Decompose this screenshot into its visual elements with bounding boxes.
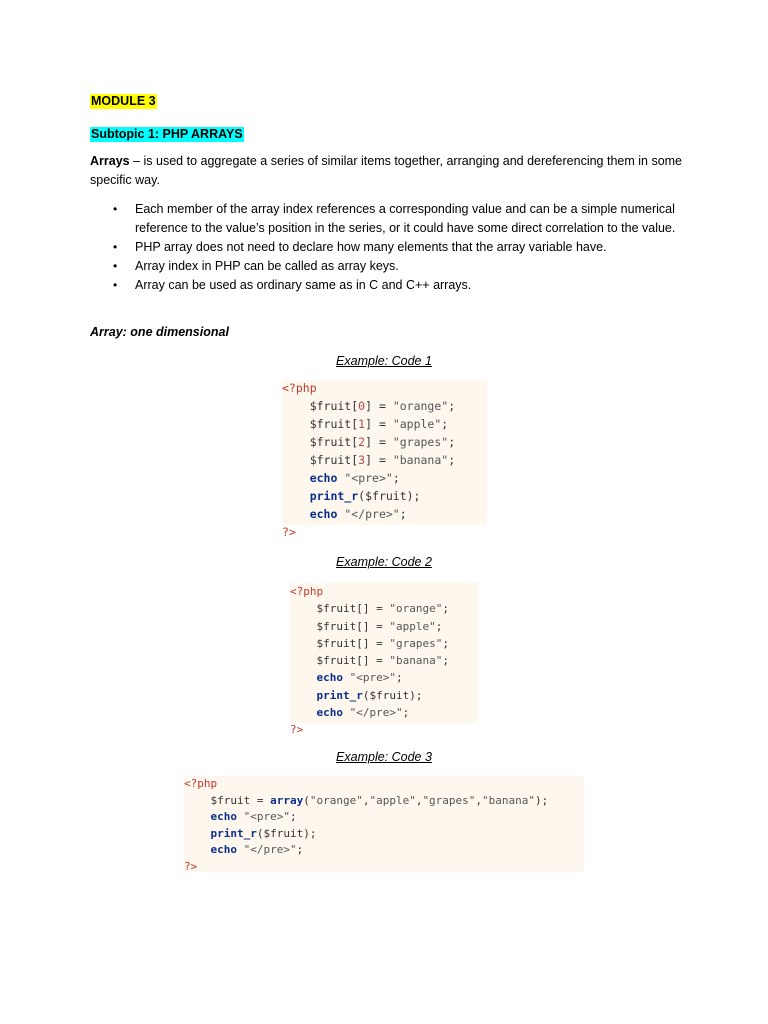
code-line: $fruit[] = "apple"; <box>290 619 443 633</box>
code-block-3 <box>184 776 548 876</box>
example-caption-1: Example: Code 1 <box>336 354 432 368</box>
bullet-icon: • <box>113 278 118 292</box>
intro-paragraph <box>90 152 690 190</box>
example-caption-2: Example: Code 2 <box>336 555 432 569</box>
code-line: print_r($fruit); <box>316 688 423 702</box>
list-item: • Array can be used as ordinary same as in C and C++ arrays. <box>90 276 690 295</box>
intro-term: Arrays <box>90 154 130 168</box>
bullet-list <box>90 200 690 295</box>
list-item: • Each member of the array index references a corresponding value and can be a simple numerical reference to the value’s position in the series, or it could have some direct correlation to the value. <box>113 202 676 235</box>
code-block-2 <box>290 583 449 739</box>
list-item: • PHP array does not need to declare how many elements that the array variable have. <box>90 238 690 257</box>
code-line: <?php <box>184 777 218 790</box>
code-line: $fruit[] = "banana"; <box>290 654 449 668</box>
code-line: $fruit[] = "grapes"; <box>290 636 449 650</box>
code-line: <?php <box>282 381 317 395</box>
bullet-icon: • <box>113 202 118 216</box>
example-caption-3: Example: Code 3 <box>336 750 432 764</box>
code-line: $fruit = array("orange","apple","grapes","banana"); <box>184 793 549 807</box>
code-line: echo "<pre>"; <box>316 671 403 685</box>
code-line: ?> <box>282 525 296 539</box>
code-line: <?php <box>290 585 324 598</box>
code-line: $fruit[0] = "orange"; <box>282 399 456 413</box>
code-line: $fruit[1] = "apple"; <box>282 417 449 431</box>
subtopic-title: Subtopic 1: PHP ARRAYS <box>91 127 243 141</box>
code-line: $fruit[2] = "grapes"; <box>282 435 456 449</box>
code-line: print_r($fruit); <box>210 826 317 840</box>
code-line: print_r($fruit); <box>309 489 421 503</box>
code-line: echo "</pre>"; <box>309 507 407 521</box>
code-line: echo "</pre>"; <box>316 706 410 720</box>
intro-definition: – is used to aggregate a series of similar items together, arranging and dereferencing them in some specific way. <box>90 154 683 187</box>
code-line: $fruit[] = "orange"; <box>290 602 449 616</box>
section-heading: Array: one dimensional <box>90 325 229 339</box>
module-title: MODULE 3 <box>91 94 156 108</box>
bullet-icon: • <box>113 240 118 254</box>
list-item: • Array index in PHP can be called as array keys. <box>90 257 690 276</box>
code-line: $fruit[3] = "banana"; <box>282 453 456 467</box>
code-line: echo "<pre>"; <box>210 810 297 824</box>
code-line: ?> <box>290 723 304 737</box>
code-line: echo "</pre>"; <box>210 843 304 857</box>
code-line: echo "<pre>"; <box>309 471 400 485</box>
code-line: ?> <box>184 859 198 873</box>
code-block-1 <box>282 379 455 541</box>
bullet-icon: • <box>113 259 118 273</box>
